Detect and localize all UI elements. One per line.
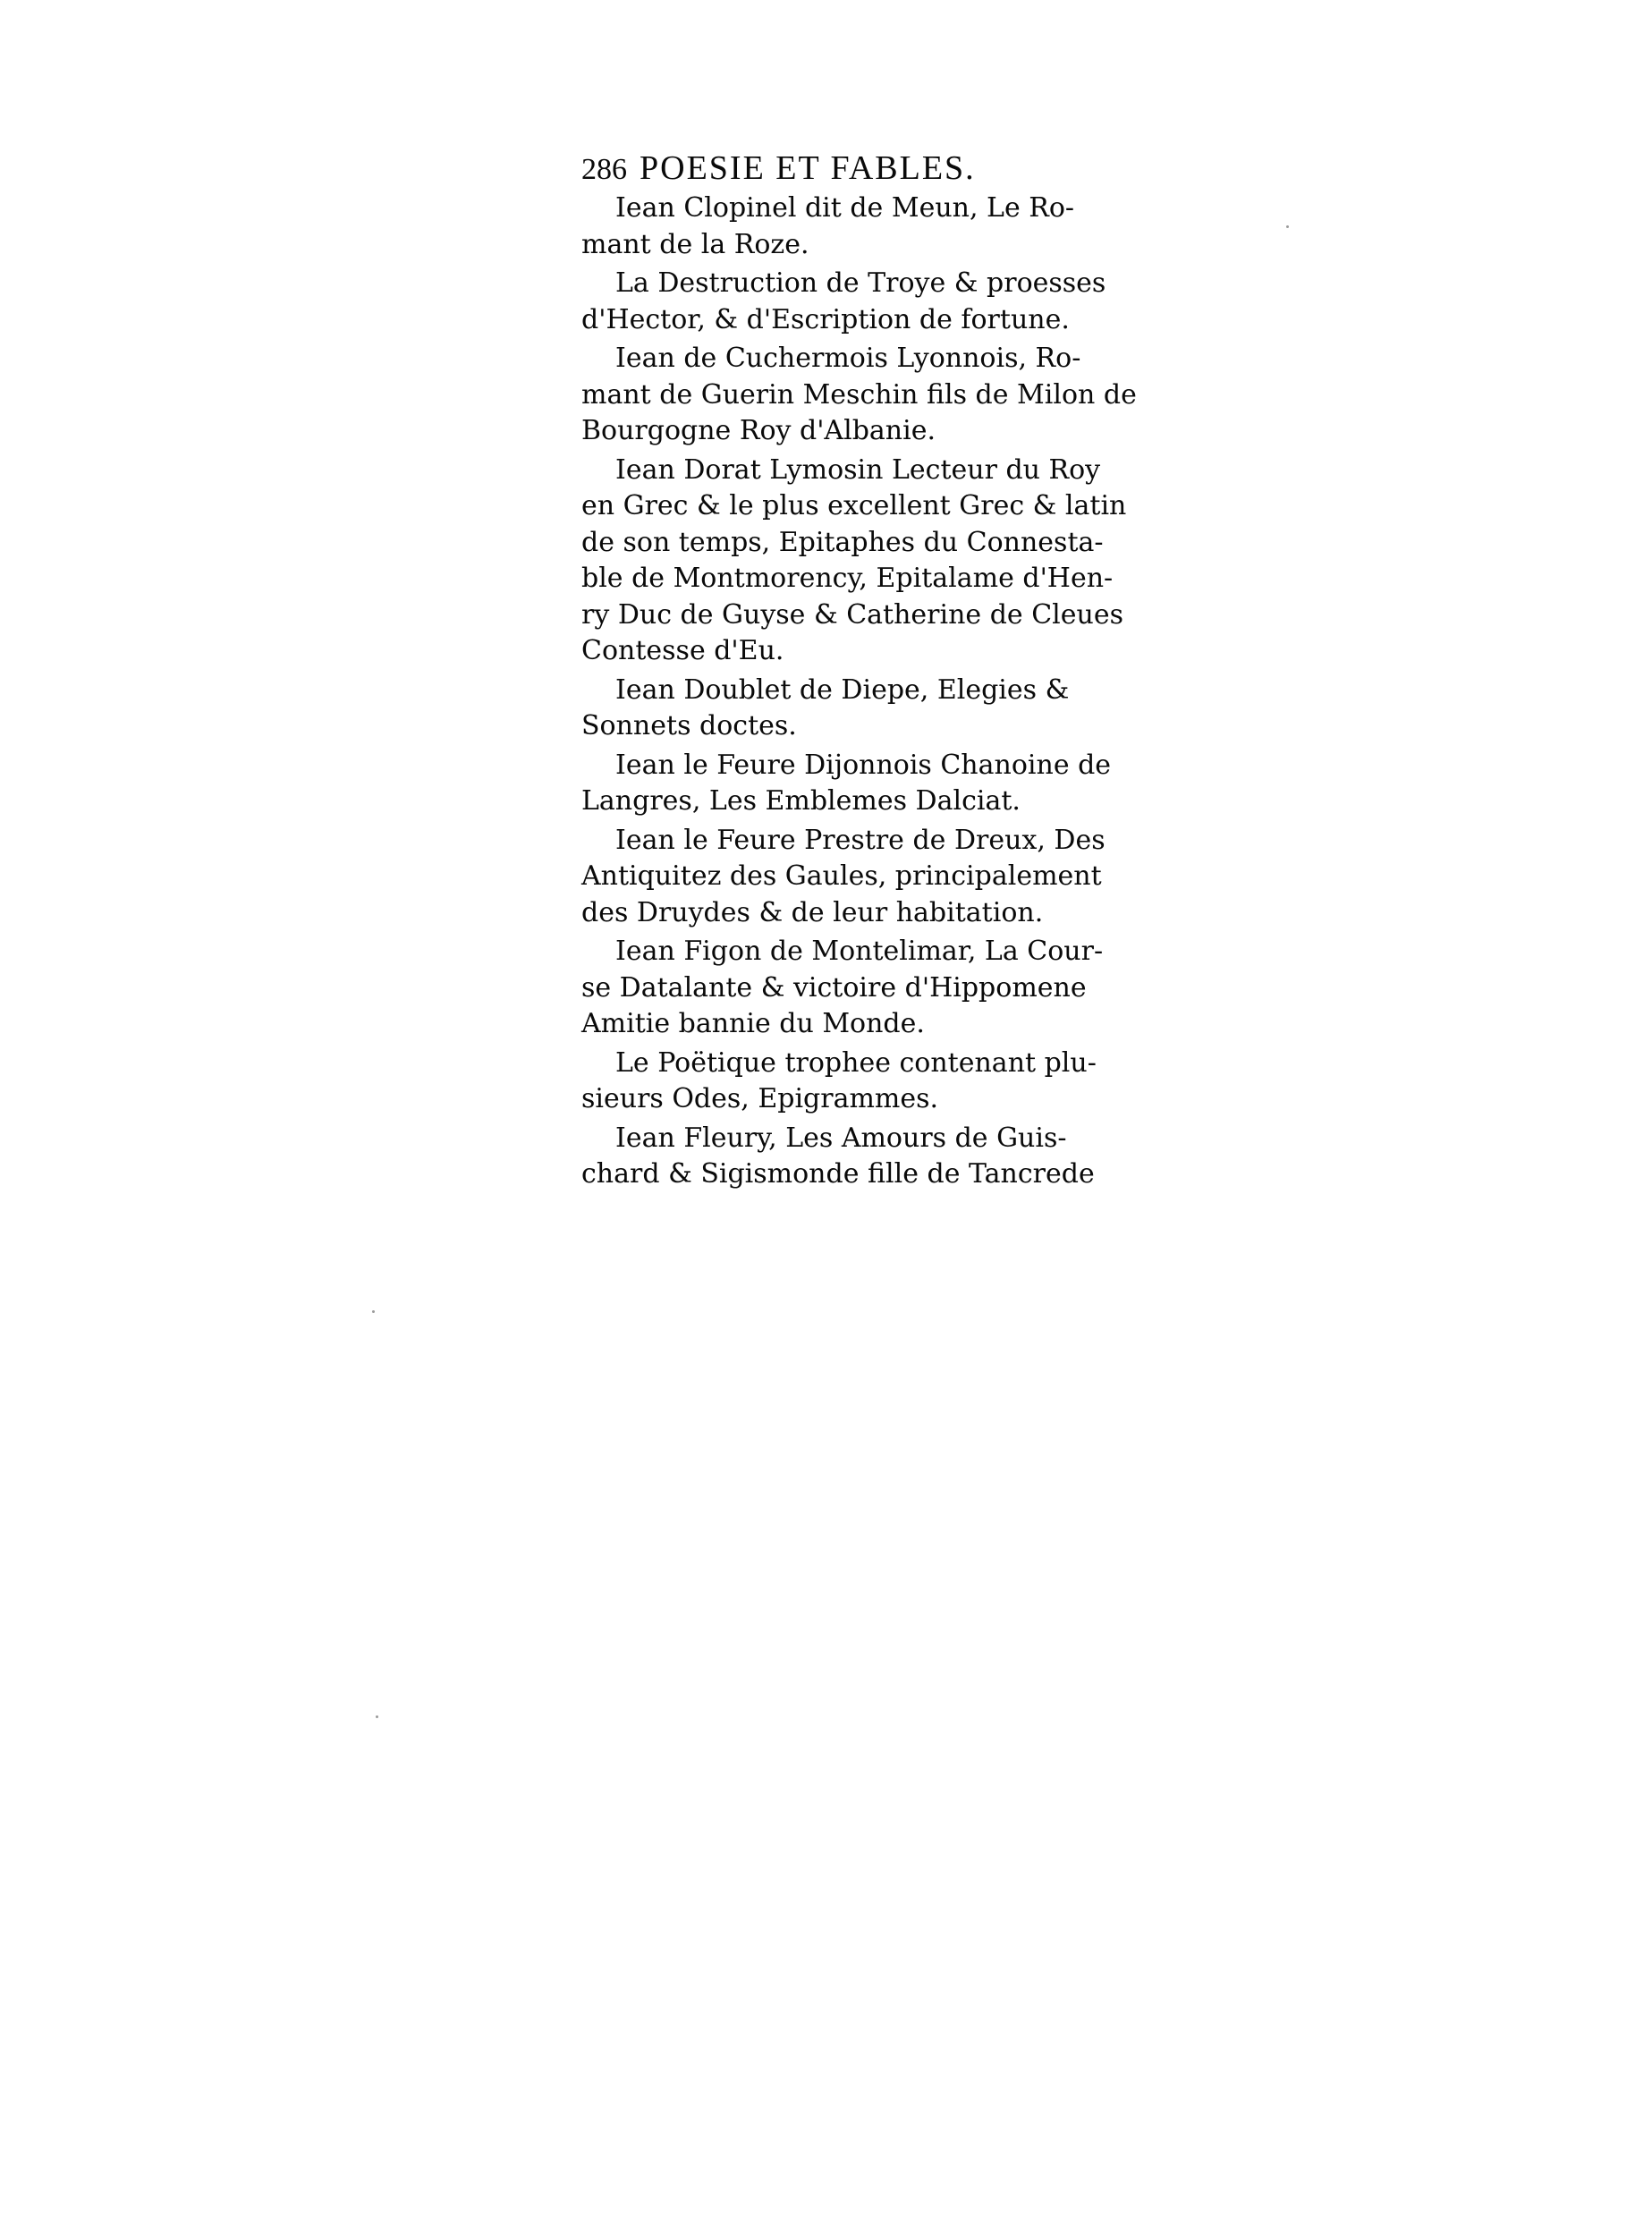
entry-line: ble de Montmorency, Epitalame d'Hen- (581, 563, 1114, 594)
page-number: 286 (581, 153, 627, 186)
bibliography-entry (581, 1121, 1118, 1193)
running-head (581, 148, 1118, 191)
paper-speck (376, 1715, 378, 1718)
text-block (581, 148, 1137, 1196)
bibliography-entry (581, 748, 1118, 820)
entry-line: Iean Doublet de Diepe, Elegies & (615, 673, 1070, 706)
bibliography-entry (581, 341, 1137, 450)
bibliography-entry (581, 191, 1118, 263)
entry-line: de son temps, Epitaphes du Connesta- (581, 526, 1104, 558)
entry-line: Iean le Feure Prestre de Dreux, Des (615, 824, 1106, 856)
paper-speck (1286, 225, 1289, 228)
running-head-title: POESIE ET FABLES. (640, 149, 976, 187)
entry-line: Antiquitez des Gaules, principalement (581, 860, 1102, 892)
entry-line: se Datalante & victoire d'Hippomene (581, 971, 1087, 1004)
entry-line: mant de Guerin Meschin fils de Milon de (581, 378, 1137, 411)
bibliography-entry (581, 453, 1127, 670)
entry-line: des Druydes & de leur habitation. (581, 896, 1044, 928)
entry-line: Iean Figon de Montelimar, La Cour- (615, 936, 1104, 967)
entry-line: Iean Clopinel dit de Meun, Le Ro- (615, 192, 1075, 224)
entry-line: Iean Fleury, Les Amours de Guis- (615, 1122, 1067, 1154)
entry-line: sieurs Odes, Epigrammes. (581, 1083, 939, 1114)
bibliography-entry (581, 266, 1118, 338)
entry-line: Iean le Feure Dijonnois Chanoine de (615, 749, 1112, 781)
bibliography-entry (581, 1046, 1118, 1118)
entry-line: Iean de Cuchermois Lyonnois, Ro- (615, 343, 1081, 374)
bibliography-entry (581, 673, 1118, 745)
entry-line: Le Poëtique trophee contenant plu- (615, 1046, 1097, 1079)
entry-line: en Grec & le plus excellent Grec & latin (581, 490, 1127, 521)
entry-line: ry Duc de Guyse & Catherine de Cleues (581, 598, 1123, 631)
entry-line: Iean Dorat Lymosin Lecteur du Roy (615, 453, 1101, 486)
entry-line: Bourgogne Roy d'Albanie. (581, 415, 936, 446)
entry-line: mant de la Roze. (581, 228, 809, 260)
entry-line: Sonnets doctes. (581, 710, 797, 741)
entry-line: Langres, Les Emblemes Dalciat. (581, 785, 1021, 817)
entry-line: La Destruction de Troye & proesses (615, 267, 1106, 299)
entry-line: Amitie bannie du Monde. (581, 1008, 925, 1039)
entry-line: chard & Sigismonde fille de Tancrede (581, 1158, 1095, 1190)
entry-line: Contesse d'Eu. (581, 635, 784, 666)
entry-line: d'Hector, & d'Escription de fortune. (581, 303, 1070, 335)
bibliography-entry (581, 823, 1118, 932)
paper-speck (372, 1310, 375, 1313)
bibliography-entry (581, 934, 1118, 1043)
